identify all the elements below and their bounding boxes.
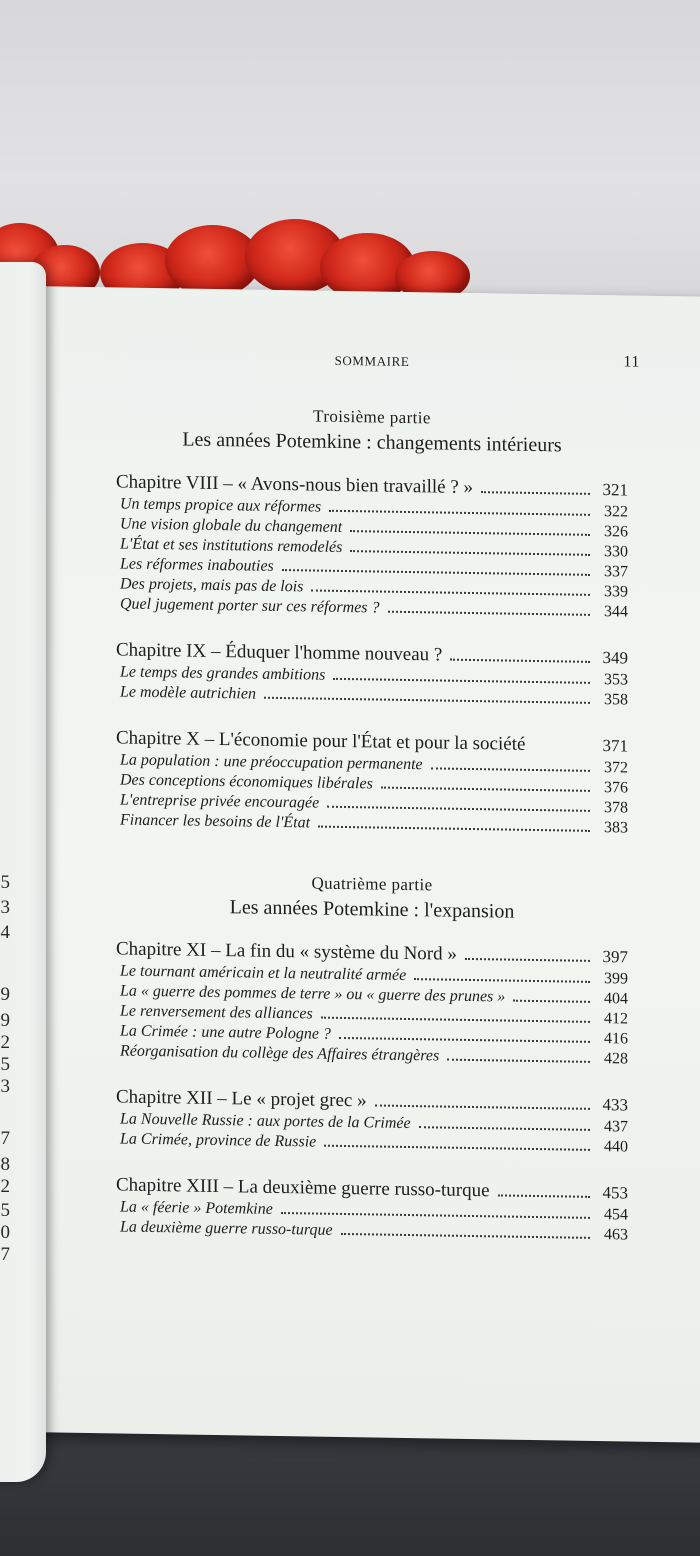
dot-leader [465,958,590,962]
chapter-entry [116,638,628,710]
chapter-title: Chapitre IX – Éduquer l'homme nouveau ? [116,639,443,666]
dot-leader [333,678,590,684]
section-title: Financer les besoins de l'État [120,811,311,832]
chapter-entry [116,937,628,1069]
dot-leader [450,659,590,663]
section-title: Quel jugement porter sur ces réformes ? [120,595,380,617]
section-title: Le renversement des alliances [120,1002,313,1023]
left-page-fragment: 8 [0,1154,10,1175]
section-title: L'État et ses institutions remodelés [120,535,343,556]
dot-leader [498,1194,590,1197]
section-page: 330 [604,543,628,561]
dot-leader [375,1104,590,1109]
section-title: Le tournant américain et la neutralité armée [120,962,407,984]
dot-leader [321,1017,590,1023]
dot-leader [431,767,590,772]
dot-leader [447,1059,590,1063]
chapter-title: Chapitre XII – Le « projet grec » [116,1086,367,1112]
dot-leader [513,1000,590,1003]
part-heading [116,870,628,925]
dot-leader [318,826,590,832]
left-page-fragment: 3 [0,1076,10,1097]
section-title: La « guerre des pommes de terre » ou « guerre des prunes » [120,982,506,1006]
chapter-title: Chapitre XIII – La deuxième guerre russo-turque [116,1174,490,1202]
chapter-page: 433 [602,1095,628,1115]
left-page-fragment: 5 [0,1054,10,1075]
dot-leader [339,1037,590,1043]
section-page: 399 [604,970,628,988]
left-page-fragment: 3 [0,897,10,918]
left-page-fragment: 0 [0,1222,10,1243]
left-page-edge [0,262,46,1482]
page-number: 11 [623,353,640,371]
dot-leader [350,530,590,536]
dot-leader [350,550,590,556]
section-page: 337 [604,563,628,581]
section-title: Les réformes inabouties [120,555,274,575]
chapter-title: Chapitre X – L'économie pour l'État et pour la société [116,727,526,755]
section-page: 428 [604,1050,628,1068]
section-title: Des conceptions économiques libérales [120,771,373,793]
section-page: 437 [604,1118,628,1136]
part-label: Quatrième partie [311,873,433,895]
left-page-fragment: 4 [0,922,10,943]
dot-leader [282,569,590,576]
part-label: Troisième partie [313,406,431,428]
chapter-page: 321 [602,480,628,500]
running-title: SOMMAIRE [334,352,410,370]
dot-leader [324,1145,590,1151]
left-page-fragment: 5 [0,1200,10,1221]
dot-leader [311,589,590,595]
section-page: 416 [604,1030,628,1048]
section-title: La Crimée, province de Russie [120,1130,317,1151]
section-page: 322 [604,503,628,521]
section-page: 440 [604,1138,628,1156]
table-of-contents [116,345,640,1245]
section-page: 339 [604,583,628,601]
dot-leader [341,1233,590,1239]
section-title: Le modèle autrichien [120,683,256,703]
dot-leader [381,787,590,792]
chapter-page: 371 [602,736,628,756]
section-page: 383 [604,819,628,837]
section-page: 372 [604,759,628,777]
chapter-entry [116,470,628,622]
running-head [116,345,640,381]
section-page: 358 [604,691,628,709]
section-page: 454 [604,1206,628,1224]
section-title: La population : une préoccupation permanente [120,751,423,774]
left-page-fragment: 5 [0,872,10,893]
dot-leader [481,491,590,495]
dot-leader [414,978,590,983]
chapter-title: Chapitre VIII – « Avons-nous bien travaillé ? » [116,471,474,499]
section-title: Des projets, mais pas de lois [120,575,304,596]
chapter-entry [116,1173,628,1245]
dot-leader [388,611,590,616]
dot-leader [329,510,590,516]
section-title: La deuxième guerre russo-turque [120,1218,333,1239]
part-title: Les années Potemkine : l'expansion [229,896,515,923]
section-page: 378 [604,799,628,817]
book-page [26,286,700,1443]
section-page: 412 [604,1010,628,1028]
dot-leader [281,1212,590,1219]
section-title: Un temps propice aux réformes [120,495,322,516]
section-page: 376 [604,779,628,797]
section-page: 344 [604,603,628,621]
section-title: L'entreprise privée encouragée [120,791,320,812]
section-page: 463 [604,1226,628,1244]
section-title: La Nouvelle Russie : aux portes de la Crimée [120,1110,411,1133]
section-title: Une vision globale du changement [120,515,343,536]
section-page: 404 [604,990,628,1008]
chapter-page: 453 [602,1183,628,1203]
chapter-page: 349 [602,648,628,668]
left-page-fragment: 9 [0,1010,10,1031]
chapter-page: 397 [602,947,628,967]
section-page: 326 [604,523,628,541]
left-page-fragment: 2 [0,1032,10,1053]
dot-leader [419,1126,590,1131]
dot-leader [264,697,590,704]
section-title: Réorganisation du collège des Affaires étrangères [120,1042,440,1065]
chapter-title: Chapitre XI – La fin du « système du Nord » [116,938,457,965]
section-title: La Crimée : une autre Pologne ? [120,1022,331,1043]
part-title: Les années Potemkine : changements intérieurs [182,428,562,457]
left-page-fragment: 7 [0,1128,10,1149]
left-page-fragment: 9 [0,984,10,1005]
left-page-fragment: 7 [0,1244,10,1265]
chapter-entry [116,1085,628,1157]
left-page-fragment: 2 [0,1176,10,1197]
section-page: 353 [604,671,628,689]
dot-leader [327,806,590,812]
section-title: Le temps des grandes ambitions [120,663,326,684]
section-title: La « féerie » Potemkine [120,1198,273,1218]
chapter-entry [116,726,628,838]
part-heading [116,403,628,458]
dot-leader [529,748,594,751]
